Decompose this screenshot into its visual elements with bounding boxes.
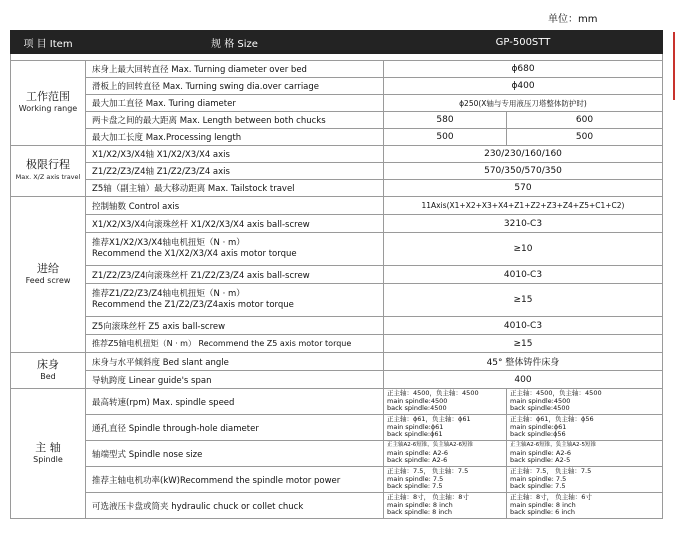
spec-item: Z1/Z2/Z3/Z4向滚珠丝杆 Z1/Z2/Z3/Z4 axis ball-screw: [86, 266, 384, 284]
category-stroke: 极限行程 Max. X/Z axis travel: [11, 146, 86, 197]
category-working-range: 工作范围 Working range: [11, 61, 86, 146]
table-row: [11, 389, 663, 415]
table-row: [11, 266, 663, 284]
spec-item: 最大加工直径 Max. Turing diameter: [86, 95, 384, 112]
spec-value: 4010-C3: [384, 317, 663, 335]
table-row: [11, 284, 663, 317]
spec-value: ≥15: [384, 335, 663, 353]
spec-value: 3210-C3: [384, 215, 663, 233]
spec-value-left: 正主轴：4500，负主轴：4500 main spindle:4500 back spindle:4500: [384, 389, 507, 415]
table-row: [11, 112, 663, 129]
spec-item: 通孔直径 Spindle through-hole diameter: [86, 415, 384, 441]
spec-value: 45° 整体铸件床身: [384, 353, 663, 371]
table-row: [11, 95, 663, 112]
spec-item: X1/X2/X3/X4向滚珠丝杆 X1/X2/X3/X4 axis ball-screw: [86, 215, 384, 233]
spec-value: ϕ400: [384, 78, 663, 95]
spec-value-right: 600: [507, 112, 663, 129]
red-edge-marker: [673, 32, 675, 100]
spec-item: Z5轴（副主轴）最大移动距离 Max. Tailstock travel: [86, 180, 384, 197]
spec-value: ϕ680: [384, 61, 663, 78]
spec-item: 可选液压卡盘或筒夹 hydraulic chuck or collet chuck: [86, 493, 384, 519]
spec-value-right: 正主轴：8寸， 负主轴：6寸 main spindle: 8 inch back spindle: 6 inch: [507, 493, 663, 519]
header-size: 规 格 Size: [86, 31, 384, 54]
table-row: [11, 233, 663, 266]
spec-value-left: 500: [384, 129, 507, 146]
spec-value-right: 正主轴A2-6短锥，负主轴A2-5短锥 main spindle: A2-6 back spindle: A2-5: [507, 441, 663, 467]
table-row: [11, 335, 663, 353]
header-model: GP-500STT: [384, 31, 663, 54]
spec-value-left: 正主轴A2-6短锥，负主轴A2-6短锥 main spindle: A2-6 back spindle: A2-6: [384, 441, 507, 467]
spec-item: 轴端型式 Spindle nose size: [86, 441, 384, 467]
table-row: [11, 467, 663, 493]
spec-item: 推荐Z1/Z2/Z3/Z4轴电机扭矩（N · m） Recommend the Z1/Z2/Z3/Z4axis motor torque: [86, 284, 384, 317]
spec-item: 推荐X1/X2/X3/X4轴电机扭矩（N · m） Recommend the X1/X2/X3/X4 axis motor torque: [86, 233, 384, 266]
spec-value-right: 正主轴：ϕ61，负主轴：ϕ56 main spindle:ϕ61 back spindle:ϕ56: [507, 415, 663, 441]
spec-item: 导轨跨度 Linear guide's span: [86, 371, 384, 389]
spec-item: 控制轴数 Control axis: [86, 197, 384, 215]
table-row: [11, 163, 663, 180]
unit-label: 单位：mm: [548, 14, 598, 25]
spec-value-left: 正主轴：8寸， 负主轴：8寸 main spindle: 8 inch back spindle: 8 inch: [384, 493, 507, 519]
spec-value: 230/230/160/160: [384, 146, 663, 163]
spec-value: 570: [384, 180, 663, 197]
table-row: [11, 215, 663, 233]
spec-value: 570/350/570/350: [384, 163, 663, 180]
table-row: [11, 146, 663, 163]
table-row: [11, 197, 663, 215]
spec-value-left: 正主轴：7.5， 负主轴：7.5 main spindle: 7.5 back spindle: 7.5: [384, 467, 507, 493]
category-spindle: 主 轴 Spindle: [11, 389, 86, 519]
spec-item: 两卡盘之间的最大距离 Max. Length between both chucks: [86, 112, 384, 129]
table-row: [11, 78, 663, 95]
table-row: [11, 371, 663, 389]
spec-value-right: 正主轴：4500，负主轴：4500 main spindle:4500 back spindle:4500: [507, 389, 663, 415]
spec-item: 最高转速(rpm) Max. spindle speed: [86, 389, 384, 415]
spec-value: 400: [384, 371, 663, 389]
spec-item: Z5向滚珠丝杆 Z5 axis ball-screw: [86, 317, 384, 335]
table-row: [11, 353, 663, 371]
spec-value-right: 500: [507, 129, 663, 146]
category-feed: 进给 Feed screw: [11, 197, 86, 353]
spec-value-left: 580: [384, 112, 507, 129]
spec-item: 滑板上的回转直径 Max. Turning swing dia.over carriage: [86, 78, 384, 95]
table-row: [11, 180, 663, 197]
spec-value: ≥15: [384, 284, 663, 317]
spec-value: 4010-C3: [384, 266, 663, 284]
spec-value: ≥10: [384, 233, 663, 266]
table-row: [11, 493, 663, 519]
spec-item: 床身上最大回转直径 Max. Turning diameter over bed: [86, 61, 384, 78]
table-header: [11, 31, 663, 54]
spec-item: X1/X2/X3/X4轴 X1/X2/X3/X4 axis: [86, 146, 384, 163]
spec-value-right: 正主轴：7.5， 负主轴：7.5 main spindle: 7.5 back spindle: 7.5: [507, 467, 663, 493]
table-row: [11, 415, 663, 441]
table-row: [11, 129, 663, 146]
table-row: [11, 317, 663, 335]
table-row: [11, 441, 663, 467]
spacer-row: [11, 54, 663, 61]
spec-value: 11Axis(X1+X2+X3+X4+Z1+Z2+Z3+Z4+Z5+C1+C2): [384, 197, 663, 215]
header-item: 项 目 Item: [11, 31, 86, 54]
spec-value: ϕ250(X轴与专用液压刀塔整体防护时): [384, 95, 663, 112]
spec-item: 最大加工长度 Max.Processing length: [86, 129, 384, 146]
spec-value-left: 正主轴：ϕ61，负主轴：ϕ61 main spindle:ϕ61 back spindle:ϕ61: [384, 415, 507, 441]
spec-item: 推荐主轴电机功率(kW)Recommend the spindle motor power: [86, 467, 384, 493]
spec-table: [10, 30, 663, 519]
spec-item: 床身与水平倾斜度 Bed slant angle: [86, 353, 384, 371]
spec-item: 推荐Z5轴电机扭矩（N · m） Recommend the Z5 axis motor torque: [86, 335, 384, 353]
category-bed: 床身 Bed: [11, 353, 86, 389]
table-row: [11, 61, 663, 78]
spec-item: Z1/Z2/Z3/Z4轴 Z1/Z2/Z3/Z4 axis: [86, 163, 384, 180]
